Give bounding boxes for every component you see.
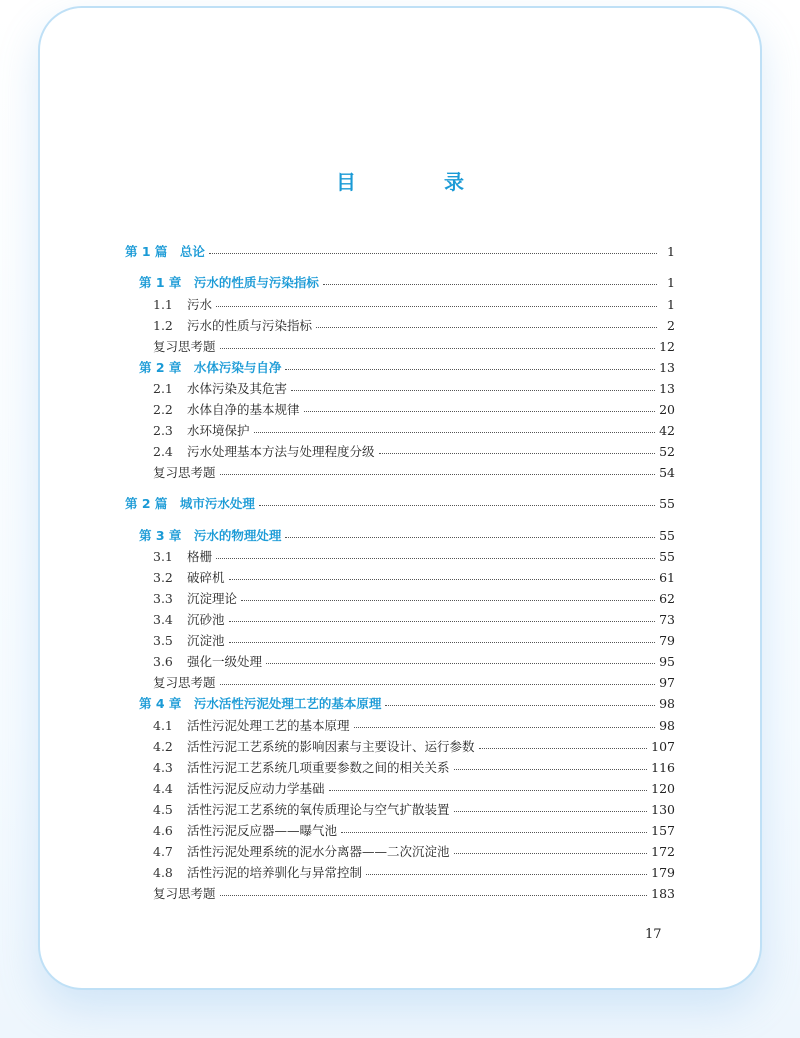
- dot-leader: [366, 874, 647, 875]
- dot-leader: [254, 432, 656, 433]
- section-number: 4.3: [153, 760, 173, 775]
- dot-leader: [454, 811, 648, 812]
- entry-page-number: 54: [659, 465, 675, 480]
- entry-page-number: 120: [651, 781, 675, 796]
- entry-title: 复习思考题: [153, 886, 216, 901]
- entry-page-number: 20: [659, 402, 675, 417]
- dot-leader: [216, 558, 655, 559]
- toc-section-row[interactable]: [153, 316, 675, 334]
- dot-leader: [316, 327, 657, 328]
- dot-leader: [220, 474, 656, 475]
- dot-leader: [220, 684, 656, 685]
- entry-title: 沉砂池: [187, 612, 225, 627]
- dot-leader: [229, 642, 656, 643]
- dot-leader: [229, 621, 656, 622]
- dot-leader: [209, 253, 657, 254]
- dot-leader: [379, 453, 656, 454]
- dot-leader: [329, 790, 648, 791]
- entry-page-number: 55: [659, 549, 675, 564]
- toc-chapter-row[interactable]: [139, 526, 675, 544]
- entry-page-number: 12: [659, 339, 675, 354]
- toc-section-row[interactable]: [153, 442, 675, 460]
- entry-page-number: 55: [659, 496, 675, 511]
- entry-title: 第 2 章 水体污染与自净: [139, 360, 282, 375]
- entry-title: 破碎机: [187, 570, 225, 585]
- toc-section-row[interactable]: [153, 652, 675, 670]
- entry-title: 污水: [187, 297, 213, 312]
- section-number: 4.2: [153, 739, 173, 754]
- entry-title: 第 3 章 污水的物理处理: [139, 528, 282, 543]
- entry-page-number: 1: [667, 297, 675, 312]
- dot-leader: [454, 853, 648, 854]
- dot-leader: [354, 727, 656, 728]
- entry-page-number: 97: [659, 675, 675, 690]
- entry-title: 活性污泥处理系统的泥水分离器——二次沉淀池: [187, 844, 450, 859]
- entry-title: 沉淀理论: [187, 591, 238, 606]
- entry-title: 沉淀池: [187, 633, 225, 648]
- toc-section-row[interactable]: [153, 758, 675, 776]
- entry-page-number: 52: [659, 444, 675, 459]
- entry-title: 第 4 章 污水活性污泥处理工艺的基本原理: [139, 696, 382, 711]
- toc-section-row[interactable]: [153, 379, 675, 397]
- entry-page-number: 157: [651, 823, 675, 838]
- section-number: 3.4: [153, 612, 173, 627]
- toc-section-row[interactable]: [153, 863, 675, 881]
- entry-title: 第 2 篇 城市污水处理: [125, 496, 255, 511]
- entry-page-number: 42: [659, 423, 675, 438]
- entry-title: 复习思考题: [153, 339, 216, 354]
- toc-review-row[interactable]: [153, 884, 675, 902]
- toc-section-row[interactable]: [153, 821, 675, 839]
- entry-page-number: 61: [659, 570, 675, 585]
- section-number: 3.1: [153, 549, 173, 564]
- section-number: 2.3: [153, 423, 173, 438]
- dot-leader: [266, 663, 655, 664]
- dot-leader: [259, 505, 655, 506]
- entry-page-number: 172: [651, 844, 675, 859]
- section-number: 3.5: [153, 633, 173, 648]
- toc-section-row[interactable]: [153, 547, 675, 565]
- section-number: 4.4: [153, 781, 173, 796]
- entry-page-number: 13: [659, 360, 675, 375]
- section-number: 1.2: [153, 318, 173, 333]
- entry-page-number: 130: [651, 802, 675, 817]
- section-number: 4.6: [153, 823, 173, 838]
- section-number: 3.6: [153, 654, 173, 669]
- dot-leader: [229, 579, 656, 580]
- dot-leader: [454, 769, 648, 770]
- entry-page-number: 73: [659, 612, 675, 627]
- section-number: 1.1: [153, 297, 173, 312]
- toc-review-row[interactable]: [153, 337, 675, 355]
- section-number: 2.4: [153, 444, 173, 459]
- toc-chapter-row[interactable]: [139, 273, 675, 291]
- dot-leader: [323, 284, 657, 285]
- toc-chapter-row[interactable]: [139, 358, 675, 376]
- entry-page-number: 13: [659, 381, 675, 396]
- page-number: 17: [645, 927, 662, 942]
- entry-title: 活性污泥反应动力学基础: [187, 781, 325, 796]
- entry-page-number: 62: [659, 591, 675, 606]
- toc-part-row[interactable]: [125, 494, 675, 512]
- entry-page-number: 179: [651, 865, 675, 880]
- dot-leader: [385, 705, 655, 706]
- dot-leader: [285, 369, 655, 370]
- entry-page-number: 98: [659, 696, 675, 711]
- entry-page-number: 95: [659, 654, 675, 669]
- entry-title: 水体污染及其危害: [187, 381, 288, 396]
- dot-leader: [291, 390, 655, 391]
- section-number: 2.1: [153, 381, 173, 396]
- toc-review-row[interactable]: [153, 463, 675, 481]
- entry-title: 复习思考题: [153, 675, 216, 690]
- entry-title: 活性污泥工艺系统的氧传质理论与空气扩散装置: [187, 802, 450, 817]
- entry-page-number: 1: [667, 244, 675, 259]
- toc-section-row[interactable]: [153, 800, 675, 818]
- section-number: 4.5: [153, 802, 173, 817]
- dot-leader: [304, 411, 656, 412]
- entry-page-number: 183: [651, 886, 675, 901]
- toc-review-row[interactable]: [153, 673, 675, 691]
- toc-section-row[interactable]: [153, 610, 675, 628]
- section-number: 4.8: [153, 865, 173, 880]
- entry-title: 活性污泥处理工艺的基本原理: [187, 718, 350, 733]
- entry-page-number: 116: [651, 760, 675, 775]
- entry-page-number: 2: [667, 318, 675, 333]
- toc-part-row[interactable]: [125, 242, 675, 260]
- entry-page-number: 79: [659, 633, 675, 648]
- entry-page-number: 98: [659, 718, 675, 733]
- dot-leader: [220, 895, 648, 896]
- toc-section-row[interactable]: [153, 295, 675, 313]
- entry-page-number: 107: [651, 739, 675, 754]
- toc-section-row[interactable]: [153, 631, 675, 649]
- entry-title: 强化一级处理: [187, 654, 263, 669]
- entry-title: 第 1 章 污水的性质与污染指标: [139, 275, 319, 290]
- toc-title: 目 录: [336, 170, 498, 194]
- entry-title: 水体自净的基本规律: [187, 402, 300, 417]
- toc-section-row[interactable]: [153, 842, 675, 860]
- section-number: 2.2: [153, 402, 173, 417]
- toc-section-row[interactable]: [153, 779, 675, 797]
- toc-section-row[interactable]: [153, 568, 675, 586]
- entry-page-number: 55: [659, 528, 675, 543]
- toc-section-row[interactable]: [153, 400, 675, 418]
- entry-title: 第 1 篇 总论: [125, 244, 205, 259]
- entry-title: 活性污泥反应器——曝气池: [187, 823, 338, 838]
- dot-leader: [220, 348, 656, 349]
- dot-leader: [285, 537, 655, 538]
- entry-title: 格栅: [187, 549, 213, 564]
- section-number: 4.1: [153, 718, 173, 733]
- entry-page-number: 1: [667, 275, 675, 290]
- toc-section-row[interactable]: [153, 589, 675, 607]
- dot-leader: [341, 832, 647, 833]
- dot-leader: [241, 600, 655, 601]
- entry-title: 活性污泥的培养驯化与异常控制: [187, 865, 363, 880]
- dot-leader: [216, 306, 657, 307]
- toc-section-row[interactable]: [153, 716, 675, 734]
- entry-title: 活性污泥工艺系统几项重要参数之间的相关关系: [187, 760, 450, 775]
- toc-section-row[interactable]: [153, 737, 675, 755]
- entry-title: 污水处理基本方法与处理程度分级: [187, 444, 375, 459]
- entry-title: 复习思考题: [153, 465, 216, 480]
- entry-title: 水环境保护: [187, 423, 250, 438]
- section-number: 3.2: [153, 570, 173, 585]
- dot-leader: [479, 748, 648, 749]
- section-number: 4.7: [153, 844, 173, 859]
- entry-title: 活性污泥工艺系统的影响因素与主要设计、运行参数: [187, 739, 475, 754]
- toc-chapter-row[interactable]: [139, 694, 675, 712]
- toc-section-row[interactable]: [153, 421, 675, 439]
- entry-title: 污水的性质与污染指标: [187, 318, 313, 333]
- section-number: 3.3: [153, 591, 173, 606]
